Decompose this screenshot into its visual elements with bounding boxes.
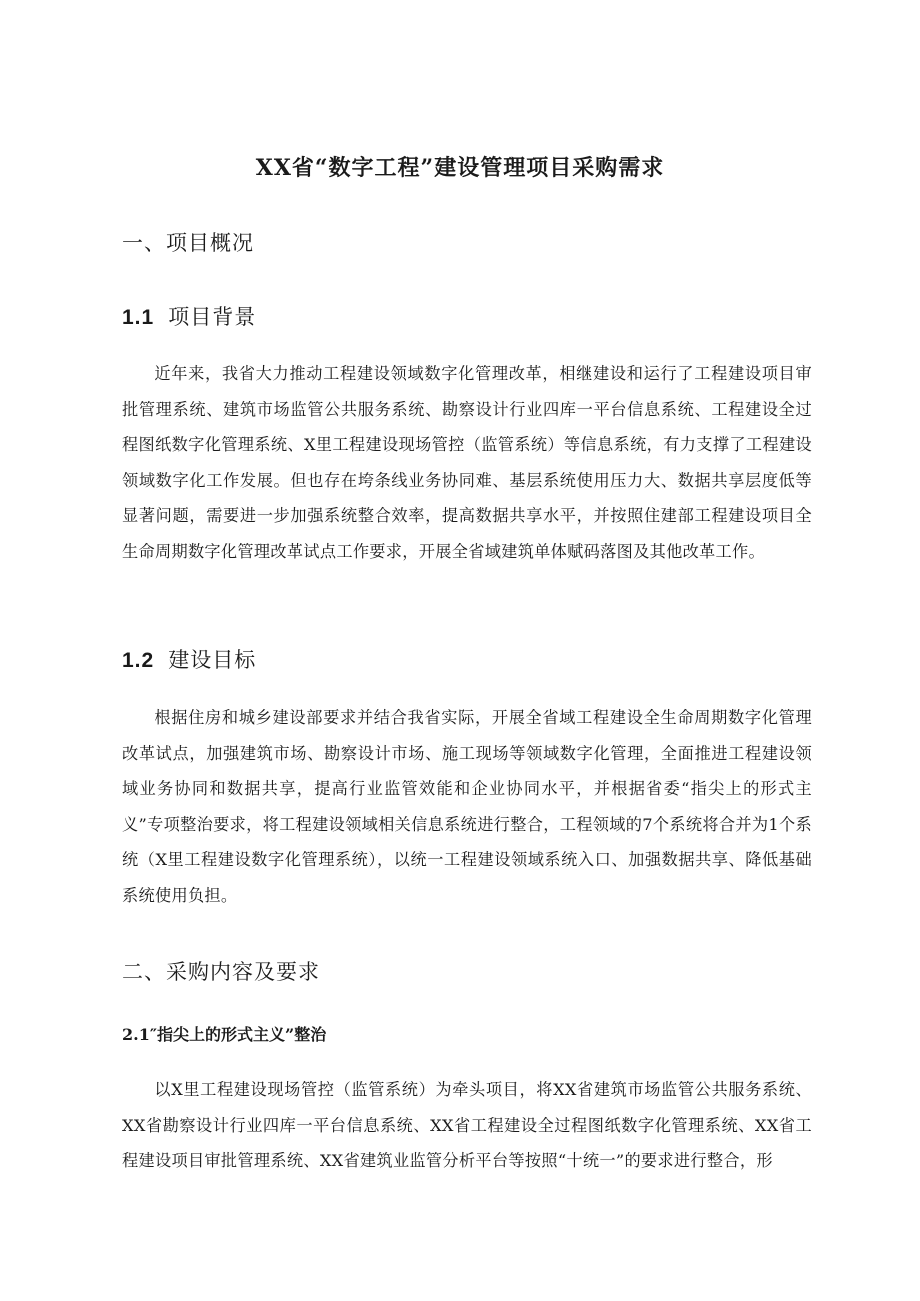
subsection-heading-background xyxy=(122,302,256,333)
document-title: XX省“数字工程”建设管理项目采购需求 xyxy=(255,155,665,181)
subsection-heading-rectification: 2.1″指尖上的形式主义”整治 xyxy=(122,1025,327,1044)
subsection-number: 1.2 xyxy=(122,649,155,672)
subsection-title: 建设目标 xyxy=(168,648,257,672)
paragraph-rectification: 以X里工程建设现场管控（监管系统）为牵头项目，将XX省建筑市场监管公共服务系统、XX省勘察设计行业四库一平台信息系统、XX省工程建设全过程图纸数字化管理系统、XX省工程建设项目审批管理系统、XX省建筑业监管分析平台等按照“十统一”的要求进行整合，形 xyxy=(122,1080,812,1170)
paragraph-goals: 根据住房和城乡建设部要求并结合我省实际，开展全省域工程建设全生命周期数字化管理改革试点，加强建筑市场、勘察设计市场、施工现场等领域数字化管理，全面推进工程建设领域业务协同和数据共享，提高行业监管效能和企业协同水平，并根据省委“指尖上的形式主义”专项整治要求，将工程建设领域相关信息系统进行整合，工程领域的7个系统将合并为1个系统（X里工程建设数字化管理系统），以统一工程建设领域系统入口、加强数据共享、降低基础系统使用负担。 xyxy=(122,708,812,905)
subsection-number: 1.1 xyxy=(122,306,155,329)
section-heading-overview: 一、项目概况 xyxy=(122,231,254,255)
subsection-heading-goals xyxy=(122,645,256,676)
subsection-title: 项目背景 xyxy=(168,305,257,329)
section-heading-procurement: 二、采购内容及要求 xyxy=(122,960,320,984)
paragraph-background: 近年来，我省大力推动工程建设领域数字化管理改革，相继建设和运行了工程建设项目审批管理系统、建筑市场监管公共服务系统、勘察设计行业四库一平台信息系统、工程建设全过程图纸数字化管理系统、X里工程建设现场管控（监管系统）等信息系统，有力支撑了工程建设领域数字化工作发展。但也存在垮条线业务协同难、基层系统使用压力大、数据共享层度低等显著问题，需要进一步加强系统整合效率，提高数据共享水平，并按照住建部工程建设项目全生命周期数字化管理改革试点工作要求，开展全省域建筑单体赋码落图及其他改革工作。 xyxy=(122,364,812,561)
